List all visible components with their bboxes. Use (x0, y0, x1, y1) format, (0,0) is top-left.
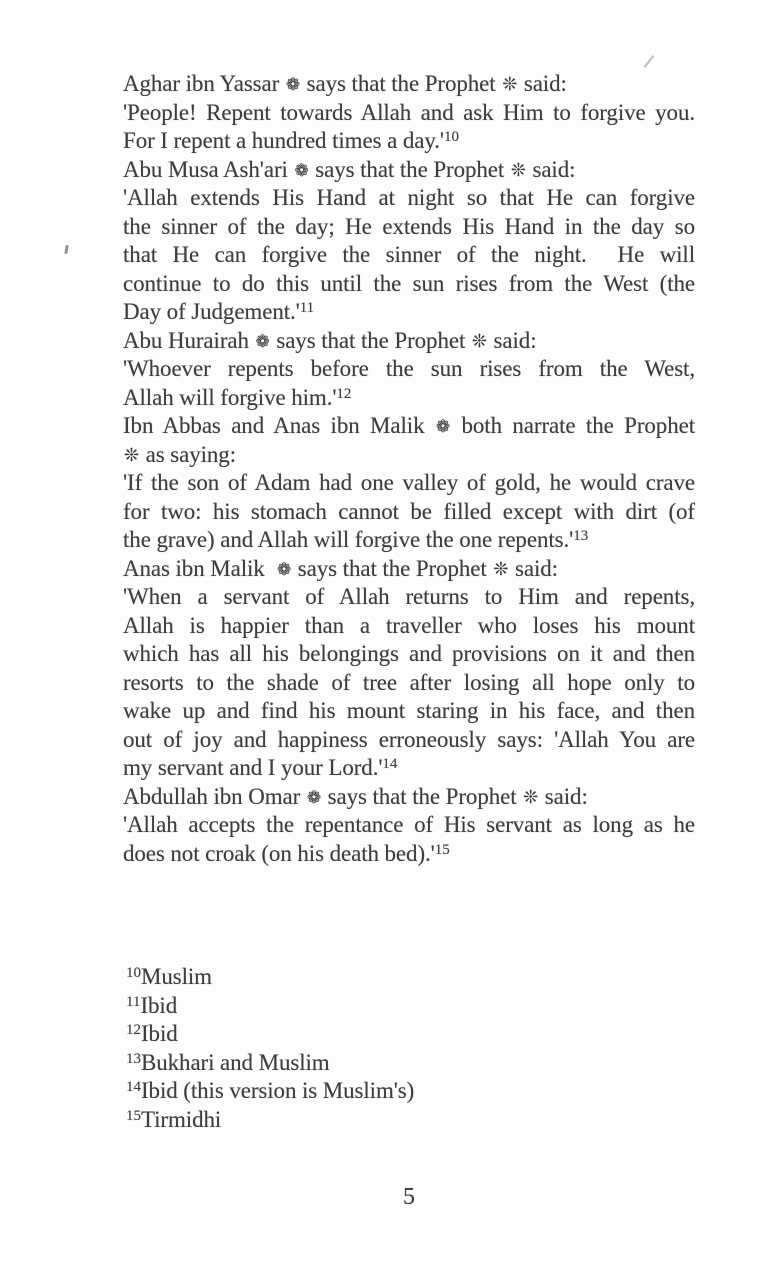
footnote-marker: 15 (126, 1107, 141, 1124)
footnote-text: Ibid (this version is Muslim's) (141, 1078, 415, 1103)
prophet-honorific-icon: ❊ (124, 444, 139, 465)
text-line: ❊ as saying: (124, 441, 236, 467)
prophet-honorific-icon: ❊ (510, 159, 526, 180)
companion-honorific-icon: ❁ (277, 559, 292, 579)
footnote-text: Muslim (141, 964, 212, 989)
scan-artifact-slash (644, 55, 655, 68)
companion-honorific-icon: ❁ (294, 160, 309, 180)
footnote-text: Bukhari and Muslim (141, 1049, 330, 1075)
footnote-ref: 14 (382, 756, 398, 772)
footnote-ref: 11 (299, 300, 315, 316)
footnote-text: Ibid (141, 1021, 178, 1046)
footnote-marker: 14 (126, 1079, 141, 1095)
footnote-ref: 10 (443, 129, 459, 145)
text-line: resorts to the shade of tree after losing all hope only to (123, 669, 695, 695)
footnote-marker: 12 (126, 1022, 141, 1038)
text-line: Abdullah ibn Omar ❁ says that the Prophet ❊ said: (123, 783, 588, 809)
text-line: the sinner of the day; He extends His Hand in the day so (123, 213, 695, 239)
footnote (126, 1020, 686, 1049)
footnote (126, 1106, 686, 1135)
text-line: 'People! Repent towards Allah and ask Him to forgive you. (123, 99, 695, 125)
text-line: For I repent a hundred times a $day.'^{10}$ (123, 128, 459, 153)
text-line: which has all his belongings and provisions on it and then (123, 641, 695, 666)
prophet-honorific-icon: ❊ (502, 74, 518, 94)
footnote-ref: 12 (336, 385, 352, 402)
companion-honorific-icon: ❁ (435, 417, 451, 436)
text-line: Allah is happier than a traveller who loses his mount (123, 612, 695, 638)
footnote-marker: 10 (126, 965, 141, 981)
footnote-ref: 15 (434, 841, 450, 858)
text-line: 'Allah accepts the repentance of His servant as long as he (123, 812, 695, 837)
text-line: 'If the son of Adam had one valley of gold, he would crave (123, 470, 695, 495)
footnote-text: Ibid (140, 992, 178, 1018)
text-line: my servant and I your $Lord.'^{14}$ (123, 755, 398, 780)
footnote (126, 1077, 686, 1106)
text-line: Ibn Abbas and Anas ibn Malik ❁ both narrate the Prophet (123, 413, 695, 438)
footnotes (126, 963, 686, 1134)
text-line: continue to do this until the sun rises from the West (the (123, 270, 695, 296)
text-line: that He can forgive the sinner of the night. He will (123, 242, 695, 267)
page-number: 5 (403, 1184, 415, 1210)
footnote (126, 1049, 686, 1078)
text-line: 'Allah extends His Hand at night so that He can forgive (123, 185, 695, 210)
text-line: does not croak (on his death $bed).'^{15}$ (123, 840, 450, 866)
text-line: out of joy and happiness erroneously says: 'Allah You are (123, 726, 695, 752)
text-line: for two: his stomach cannot be filled except with dirt (of (123, 498, 695, 524)
companion-honorific-icon: ❁ (255, 331, 270, 351)
text-line: Abu Musa Ash'ari ❁ says that the Prophet ❊ said: (123, 156, 576, 182)
footnote (126, 992, 686, 1021)
body-text (123, 70, 695, 868)
footnote-text: Tirmidhi (141, 1106, 222, 1132)
prophet-honorific-icon: ❊ (523, 786, 539, 807)
companion-honorific-icon: ❁ (285, 75, 301, 94)
text-line: the grave) and Allah will forgive the one $repents.'^{13}$ (123, 527, 589, 552)
footnote-marker: 11 (126, 993, 141, 1010)
text-line: Aghar ibn Yassar ❁ says that the Prophet ❊ said: (123, 71, 567, 96)
footnote (126, 963, 686, 992)
footnote-marker: 13 (126, 1050, 141, 1067)
text-line: Abu Hurairah ❁ says that the Prophet ❊ said: (123, 327, 537, 353)
prophet-honorific-icon: ❊ (493, 558, 509, 579)
scan-artifact-speck (64, 245, 68, 254)
prophet-honorific-icon: ❊ (471, 330, 487, 351)
footnote-ref: 13 (573, 528, 589, 544)
text-line: Anas ibn Malik ❁ says that the Prophet ❊ said: (123, 555, 558, 581)
text-line: Day of $Judgement.'^{11}$ (123, 299, 315, 324)
text-line: Allah will forgive $him.'^{12}$ (123, 384, 352, 410)
text-line: wake up and find his mount staring in his face, and then (123, 698, 695, 723)
page-number-row (123, 1184, 695, 1211)
text-line: 'When a servant of Allah returns to Him and repents, (123, 584, 695, 609)
companion-honorific-icon: ❁ (306, 787, 321, 807)
text-line: 'Whoever repents before the sun rises from the West, (123, 356, 695, 381)
